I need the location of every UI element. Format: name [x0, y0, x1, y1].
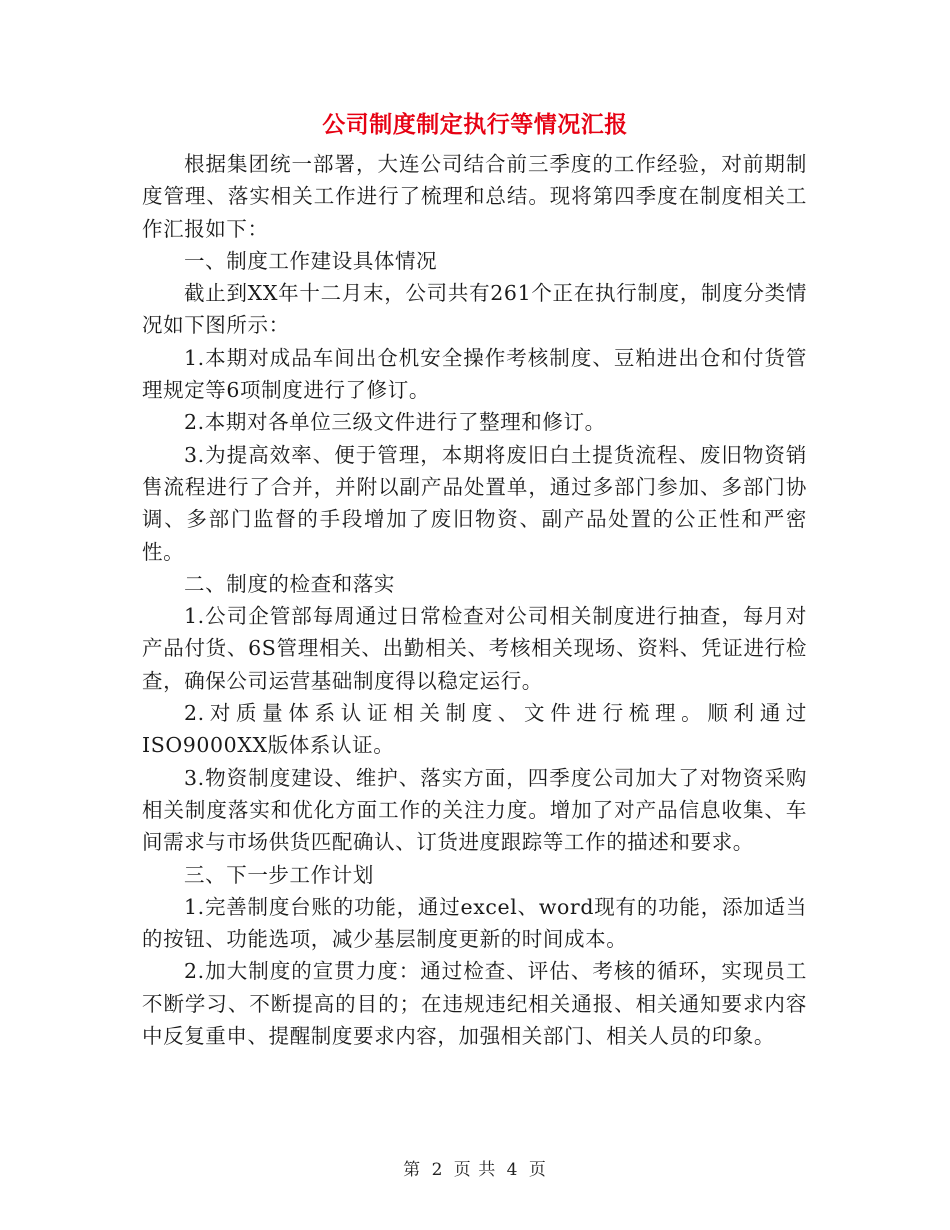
total-pages-number: 4	[506, 1160, 519, 1180]
footer-label-of: 页 共	[453, 1160, 497, 1180]
document-body	[142, 148, 807, 1052]
list-item: 2.本期对各单位三级文件进行了整理和修订。	[184, 410, 606, 435]
list-item: 1.本期对成品车间出仓机安全操作考核制度、豆粕进出仓和付货管理规定等6项制度进行了修订。	[142, 345, 807, 403]
section-heading-1: 一、制度工作建设具体情况	[184, 248, 438, 273]
list-item: 3.物资制度建设、维护、落实方面，四季度公司加大了对物资采购相关制度落实和优化方面工作的关注力度。增加了对产品信息收集、车间需求与市场供货匹配确认、订货进度跟踪等工作的描述和要求。	[142, 765, 807, 855]
list-item: 1.公司企管部每周通过日常检查对公司相关制度进行抽查，每月对产品付货、6S管理相关、出勤相关、考核相关现场、资料、凭证进行检查，确保公司运营基础制度得以稳定运行。	[142, 604, 807, 693]
list-item: 3.为提高效率、便于管理，本期将废旧白土提货流程、废旧物资销售流程进行了合并，并附以副产品处置单，通过多部门参加、多部门协调、多部门监督的手段增加了废旧物资、副产品处置的公正性和严密性。	[142, 442, 807, 564]
footer-label-page: 第	[403, 1160, 422, 1180]
section-heading-2: 二、制度的检查和落实	[184, 571, 396, 596]
paragraph-intro: 根据集团统一部署，大连公司结合前三季度的工作经验，对前期制度管理、落实相关工作进行了梳理和总结。现将第四季度在制度相关工作汇报如下：	[142, 152, 807, 241]
page-footer	[0, 1155, 950, 1180]
footer-label-end: 页	[528, 1160, 547, 1180]
section-heading-3: 三、下一步工作计划	[184, 862, 374, 887]
document-title: 公司制度制定执行等情况汇报	[322, 112, 628, 138]
list-item: 1.完善制度台账的功能，通过excel、word现有的功能，添加适当的按钮、功能选项，减少基层制度更新的时间成本。	[142, 894, 807, 952]
list-item: 2.加大制度的宣贯力度：通过检查、评估、考核的循环，实现员工不断学习、不断提高的目的；在违规违纪相关通报、相关通知要求内容中反复重申、提醒制度要求内容，加强相关部门、相关人员的印象。	[142, 959, 807, 1049]
list-item: 2.对质量体系认证相关制度、文件进行梳理。顺利通过ISO9000XX版体系认证。	[142, 701, 807, 758]
current-page-number: 2	[431, 1160, 444, 1180]
paragraph: 截止到XX年十二月末，公司共有261个正在执行制度，制度分类情况如下图所示：	[142, 281, 807, 338]
